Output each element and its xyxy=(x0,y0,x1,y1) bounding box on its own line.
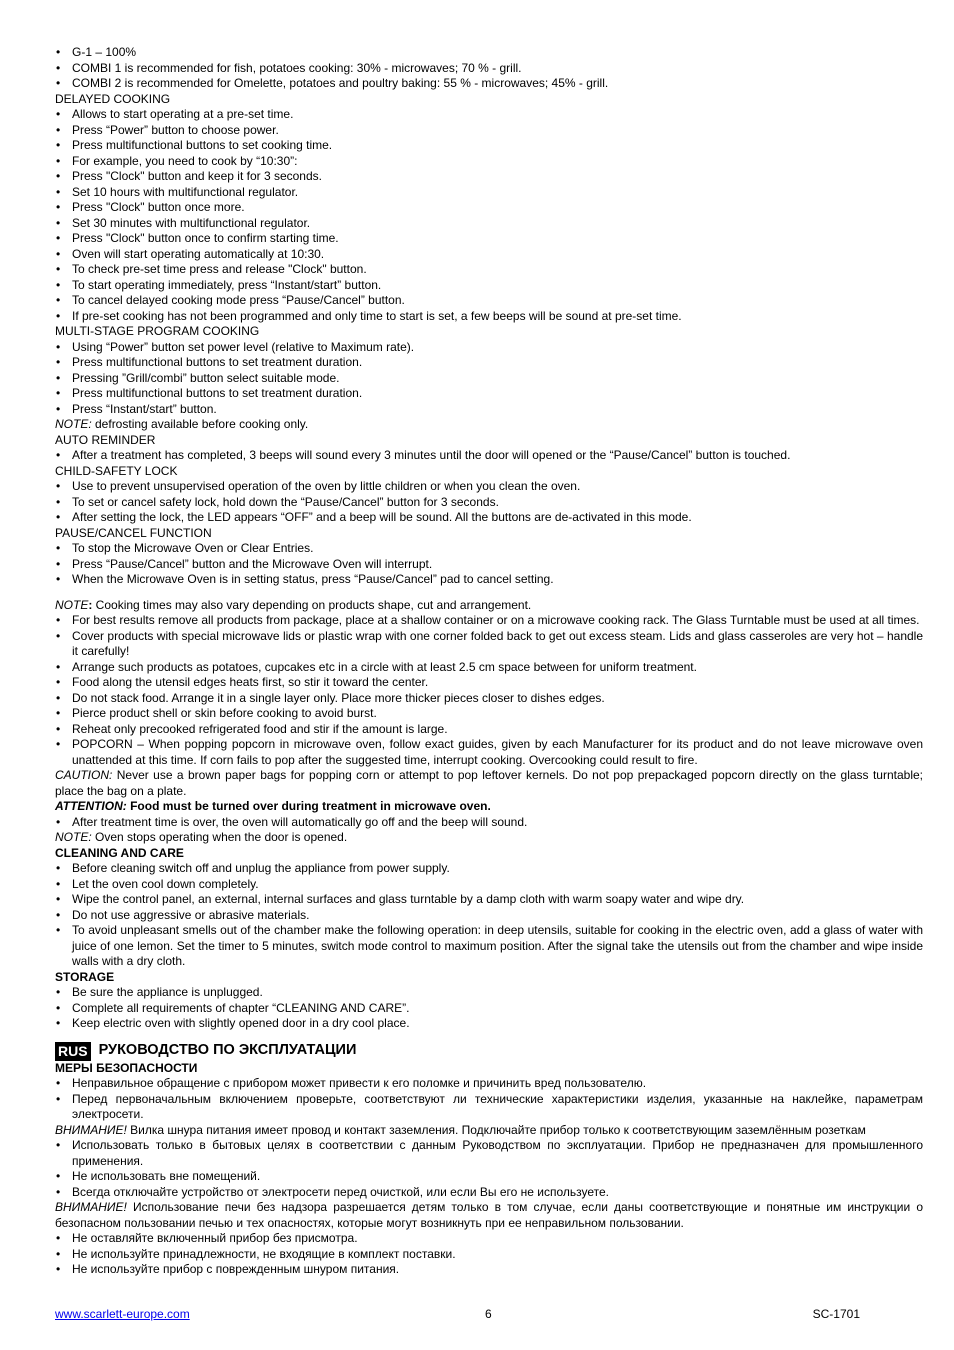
list-item: • Press "Clock" button once to confirm starting time. xyxy=(55,231,923,247)
note-label: NOTE: xyxy=(55,417,92,431)
list-item: • Complete all requirements of chapter “CLEANING AND CARE”. xyxy=(55,1001,923,1017)
delayed-cooking-list xyxy=(55,107,923,324)
rus-safety-list-1 xyxy=(55,1076,923,1123)
list-item: • For example, you need to cook by “10:30”: xyxy=(55,154,923,170)
multistage-list xyxy=(55,340,923,418)
combi-mode-list xyxy=(55,45,923,92)
multistage-note xyxy=(55,417,923,433)
list-item: • Before cleaning switch off and unplug the appliance from power supply. xyxy=(55,861,923,877)
list-item: • For best results remove all products from package, place at a shallow container or on a microwave cooking rack. The Glass Turntable must be used at all times. xyxy=(55,613,923,629)
section-heading-safety: МЕРЫ БЕЗОПАСНОСТИ xyxy=(55,1060,198,1075)
list-item: • Keep electric oven with slightly opened door in a dry cool place. xyxy=(55,1016,923,1032)
pause-cancel-list xyxy=(55,541,923,588)
list-item: • Press multifunctional buttons to set treatment duration. xyxy=(55,355,923,371)
list-item: • Arrange such products as potatoes, cupcakes etc in a circle with at least 2.5 cm space between for uniform treatment. xyxy=(55,660,923,676)
list-item: • Press "Clock" button once more. xyxy=(55,200,923,216)
list-item: • Pierce product shell or skin before cooking to avoid burst. xyxy=(55,706,923,722)
list-item: • To cancel delayed cooking mode press “Pause/Cancel” button. xyxy=(55,293,923,309)
caution-text: Never use a brown paper bags for popping corn or attempt to pop leftover kernels. Do not pop prepackaged popcorn directly on the glass turntable; place the bag on a plate. xyxy=(55,768,923,798)
list-item: • Use to prevent unsupervised operation of the oven by little children or when you clean the oven. xyxy=(55,479,923,495)
note-text: defrosting available before cooking only. xyxy=(91,417,309,431)
storage-list xyxy=(55,985,923,1032)
list-item: • To start operating immediately, press “Instant/start” button. xyxy=(55,278,923,294)
model-number: SC-1701 xyxy=(812,1307,860,1321)
list-item: • Press "Clock" button and keep it for 3 seconds. xyxy=(55,169,923,185)
list-item: • Press “Power” button to choose power. xyxy=(55,123,923,139)
list-item: • COMBI 1 is recommended for fish, potatoes cooking: 30% - microwaves; 70 % - grill. xyxy=(55,61,923,77)
list-item: • Do not stack food. Arrange it in a single layer only. Place more thicker pieces closer to dishes edges. xyxy=(55,691,923,707)
attention-note xyxy=(55,799,923,815)
list-item: • Press “Instant/start” button. xyxy=(55,402,923,418)
list-item: • Не используйте принадлежности, не входящие в комплект поставки. xyxy=(55,1247,923,1263)
website-link[interactable]: www.scarlett-europe.com xyxy=(55,1307,190,1321)
warning-label: ВНИМАНИЕ! xyxy=(55,1200,127,1214)
list-item: • After a treatment has completed, 3 beeps will sound every 3 minutes until the door will opened or the “Pause/Cancel” button is touched. xyxy=(55,448,923,464)
spacer xyxy=(55,588,923,598)
list-item: • Allows to start operating at a pre-set time. xyxy=(55,107,923,123)
list-item: • To check pre-set time press and release "Clock" button. xyxy=(55,262,923,278)
warning-text: Использование печи без надзора разрешается детям только в том случае, если даны соответствующие и понятные им инструкции о безопасном пользовании печью и тех опасностях, которые могут возникнуть при ее неправильном пользовании. xyxy=(55,1200,923,1230)
list-item: • Let the oven cool down completely. xyxy=(55,877,923,893)
list-item: • Неправильное обращение с прибором может привести к его поломке и причинить вред пользователю. xyxy=(55,1076,923,1092)
list-item: • Using “Power” button set power level (relative to Maximum rate). xyxy=(55,340,923,356)
section-heading-child-lock: CHILD-SAFETY LOCK xyxy=(55,463,178,478)
list-item: • COMBI 2 is recommended for Omelette, potatoes and poultry baking: 55 % - microwaves; 45% - grill. xyxy=(55,76,923,92)
door-note xyxy=(55,830,923,846)
list-item: • Pressing ”Grill/combi” button select suitable mode. xyxy=(55,371,923,387)
list-item: • To stop the Microwave Oven or Clear Entries. xyxy=(55,541,923,557)
rus-warning-2 xyxy=(55,1200,923,1231)
list-item: • Reheat only precooked refrigerated food and stir if the amount is large. xyxy=(55,722,923,738)
note-colon: : xyxy=(88,597,93,612)
auto-reminder-list xyxy=(55,448,923,464)
rus-warning-1 xyxy=(55,1123,923,1139)
note-text: Oven stops operating when the door is opened. xyxy=(91,830,348,844)
list-item: • Не использовать вне помещений. xyxy=(55,1169,923,1185)
cooking-tips-list xyxy=(55,613,923,768)
cleaning-list xyxy=(55,861,923,970)
language-badge: RUS xyxy=(55,1042,91,1061)
warning-text: Вилка шнура питания имеет провод и контакт заземления. Подключайте прибор только к соответствующим заземлённым розеткам xyxy=(126,1122,866,1137)
list-item: • Press multifunctional buttons to set treatment duration. xyxy=(55,386,923,402)
attention-label: ATTENTION: xyxy=(55,799,127,813)
note-label: NOTE xyxy=(55,597,89,612)
section-heading-delayed-cooking: DELAYED COOKING xyxy=(55,91,171,106)
section-heading-storage: STORAGE xyxy=(55,969,115,984)
note-label: NOTE: xyxy=(55,830,92,844)
list-item: • POPCORN – When popping popcorn in microwave oven, follow exact guides, given by each Manufacturer for its product and do not leave microwave oven unattended at this time. If corn fails to pop after the suggested time, interrupt cooking. Overcooking could result to fire. xyxy=(55,737,923,768)
list-item: • Oven will start operating automatically at 10:30. xyxy=(55,247,923,263)
list-item: • When the Microwave Oven is in setting status, press “Pause/Cancel” pad to cancel setting. xyxy=(55,572,923,588)
page-number: 6 xyxy=(485,1307,492,1321)
list-item: • After treatment time is over, the oven will automatically go off and the beep will sound. xyxy=(55,815,923,831)
attention-text: Food must be turned over during treatment in microwave oven. xyxy=(126,799,491,813)
list-item: • Использовать только в бытовых целях в соответствии с данным Руководством по эксплуатации. Прибор не предназначен для промышленного применения. xyxy=(55,1138,923,1169)
list-item: • G-1 – 100% xyxy=(55,45,923,61)
list-item: • Press multifunctional buttons to set cooking time. xyxy=(55,138,923,154)
list-item: • Food along the utensil edges heats first, so stir it toward the center. xyxy=(55,675,923,691)
list-item: • Не оставляйте включенный прибор без присмотра. xyxy=(55,1231,923,1247)
list-item: • Set 10 hours with multifunctional regulator. xyxy=(55,185,923,201)
warning-label: ВНИМАНИЕ! xyxy=(55,1122,127,1137)
list-item: • If pre-set cooking has not been programmed and only time to start is set, a few beeps will be sound at pre-set time. xyxy=(55,309,923,325)
child-lock-list xyxy=(55,479,923,526)
rus-section-header xyxy=(55,1042,923,1061)
caution-note xyxy=(55,768,923,799)
list-item: • Press “Pause/Cancel” button and the Microwave Oven will interrupt. xyxy=(55,557,923,573)
list-item: • Всегда отключайте устройство от электросети перед очисткой, или если Вы его не используете. xyxy=(55,1185,923,1201)
list-item: • Не используйте прибор с поврежденным шнуром питания. xyxy=(55,1262,923,1278)
cooking-times-note xyxy=(55,598,923,614)
rus-safety-list-3 xyxy=(55,1231,923,1278)
list-item: • To set or cancel safety lock, hold down the “Pause/Cancel” button for 3 seconds. xyxy=(55,495,923,511)
list-item: • To avoid unpleasant smells out of the chamber make the following operation: in deep utensils, suitable for cooking in the electric oven, add a glass of water with juice of one lemon. Set the timer to 5 minutes, switch mode control to maximum position. After the signal take the utensils out from the chamber and wipe inside walls with a dry cloth. xyxy=(55,923,923,970)
after-treatment-list xyxy=(55,815,923,831)
section-heading-auto-reminder: AUTO REMINDER xyxy=(55,432,156,447)
page-footer xyxy=(55,1307,860,1323)
note-text: Cooking times may also vary depending on products shape, cut and arrangement. xyxy=(92,597,532,612)
list-item: • Set 30 minutes with multifunctional regulator. xyxy=(55,216,923,232)
list-item: • Do not use aggressive or abrasive materials. xyxy=(55,908,923,924)
list-item: • Cover products with special microwave lids or plastic wrap with one corner folded back to get out excess steam. Lids and glass casseroles are very hot – handle it carefully! xyxy=(55,629,923,660)
manual-page xyxy=(55,45,923,1278)
caution-label: CAUTION: xyxy=(55,768,113,782)
list-item: • Be sure the appliance is unplugged. xyxy=(55,985,923,1001)
rus-safety-list-2 xyxy=(55,1138,923,1200)
section-heading-multistage: MULTI-STAGE PROGRAM COOKING xyxy=(55,324,260,338)
list-item: • After setting the lock, the LED appears “OFF” and a beep will be sound. All the buttons are de-activated in this mode. xyxy=(55,510,923,526)
list-item: • Перед первоначальным включением проверьте, соответствуют ли технические характеристики изделия, указанные на наклейке, параметрам электросети. xyxy=(55,1092,923,1123)
section-heading-cleaning: CLEANING AND CARE xyxy=(55,845,184,860)
section-heading-pause-cancel: PAUSE/CANCEL FUNCTION xyxy=(55,525,212,540)
list-item: • Wipe the control panel, an external, internal surfaces and glass turntable by a damp cloth with warm soapy water and wipe dry. xyxy=(55,892,923,908)
rus-title: РУКОВОДСТВО ПО ЭКСПЛУАТАЦИИ xyxy=(98,1042,357,1059)
